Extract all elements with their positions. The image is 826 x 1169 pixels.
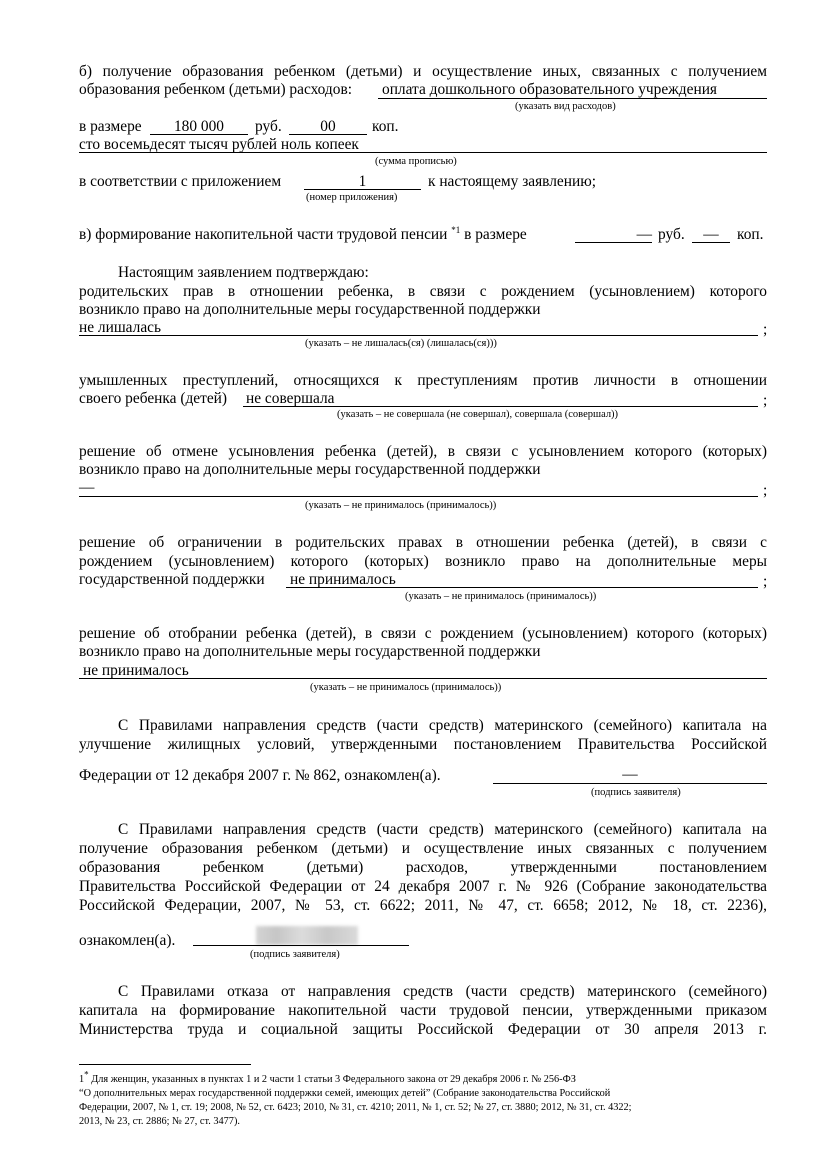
rules2-signature-hint: (подпись заявителя) (250, 949, 340, 960)
confirm-p3-line2: возникло право на дополнительные меры государственной поддержки (79, 461, 541, 478)
footnote-mark: 1 (79, 1074, 85, 1085)
rules2-line5: Российской Федерации, 2007, № 53, ст. 6622; 2011, № 47, ст. 6658; 2012, № 18, ст. 2236), (79, 897, 767, 914)
expense-type-value: оплата дошкольного образовательного учреждения (382, 81, 718, 98)
confirm-p5-hint: (указать – не принималось (принималось)) (310, 682, 502, 693)
amount-rub-underline (150, 134, 248, 135)
section-v-line (79, 226, 527, 244)
confirm-p5-line2: возникло право на дополнительные меры государственной поддержки (79, 643, 541, 660)
section-b-line1: б) получение образования ребенком (детьми) и осуществление иных, связанных с получением (79, 63, 767, 80)
confirm-p4-line1: решение об ограничении в родительских правах в отношении ребенка (детей), в связи с (79, 534, 767, 551)
confirm-p1-line2: возникло право на дополнительные меры государственной поддержки (79, 301, 541, 318)
section-v-prefix: в) формирование накопительной части трудовой пенсии (79, 226, 448, 243)
section-b-line2-prefix: образования ребенком (детьми) расходов: (79, 81, 353, 98)
section-v-kop-underline (692, 242, 730, 243)
footnote-line1 (79, 1069, 576, 1086)
kop-label: коп. (372, 118, 399, 135)
annex-suffix: к настоящему заявлению; (428, 173, 597, 190)
confirm-p5-line1: решение об отобрании ребенка (детей), в связи с рождением (усыновлением) которого (которых) (79, 625, 767, 642)
confirm-p1-line1: родительских прав в отношении ребенка, в связи с рождением (усыновлением) которого (79, 283, 767, 300)
confirm-p3-semicolon: ; (763, 482, 768, 499)
confirm-p1-hint: (указать – не лишалась(ся) (лишалась(ся))) (305, 338, 497, 349)
annex-prefix: в соответствии с приложением (79, 173, 282, 190)
section-v-footnote-mark: *1 (451, 224, 461, 235)
confirm-p5-value: не принималось (83, 662, 189, 679)
amount-words-value: сто восемьдесят тысяч рублей ноль копеек (79, 136, 359, 153)
confirm-p2-hint: (указать – не совершала (не совершал), совершала (совершал)) (337, 409, 619, 420)
confirm-p2-line1: умышленных преступлений, относящихся к преступлениям против личности в отношении (79, 372, 767, 389)
expense-type-underline (378, 98, 767, 99)
confirm-p4-line3: государственной поддержки (79, 571, 265, 588)
footnote-line3: Федерации, 2007, № 1, ст. 19; 2008, № 52, ст. 6423; 2010, № 31, ст. 4210; 2011, № 1, ст. 52; № 27, ст. 3880; 2012, № 31, ст. 4322; (79, 1102, 632, 1113)
rules3-line3: Министерства труда и социальной защиты Российской Федерации от 30 апреля 2013 г. (79, 1021, 767, 1038)
footnote-sup: * (84, 1069, 89, 1080)
rules2-line2: получение образования ребенком (детьми) и осуществление иных связанных с получением (79, 840, 767, 857)
annex-number-value: 1 (358, 173, 367, 190)
rules3-line1: С Правилами отказа от направления средств (части средств) материнского (семейного) (118, 983, 767, 1000)
section-v-rub-value: — (636, 226, 652, 243)
confirm-p4-underline (286, 587, 758, 588)
rules3-line2: капитала на формирование накопительной части трудовой пенсии, утвержденными приказом (79, 1002, 767, 1019)
confirm-p2-underline (243, 406, 758, 407)
amount-kop-value: 00 (320, 118, 336, 135)
confirm-p4-line2: рождением (усыновлением) которого (которых) возникло право на дополнительные меры (79, 553, 767, 570)
annex-number-hint: (номер приложения) (306, 192, 398, 203)
rules2-line4: Правительства Российской Федерации от 24 декабря 2007 г. № 926 (Собрание законодательства (79, 878, 767, 895)
expense-type-hint: (указать вид расходов) (515, 101, 616, 112)
rules2-signature-underline (193, 945, 409, 946)
rules2-ack: ознакомлен(а). (79, 932, 176, 949)
amount-prefix: в размере (79, 118, 142, 135)
confirm-p5-underline (79, 678, 767, 679)
confirm-p2-value: не совершала (246, 390, 335, 407)
rules1-line1: С Правилами направления средств (части средств) материнского (семейного) капитала на (118, 717, 767, 734)
confirm-p1-value: не лишалась (79, 319, 162, 336)
confirm-p4-semicolon: ; (763, 573, 768, 590)
confirm-p4-hint: (указать – не принималось (принималось)) (405, 591, 597, 602)
rules2-line1: С Правилами направления средств (части средств) материнского (семейного) капитала на (118, 821, 767, 838)
amount-rub-value: 180 000 (173, 118, 225, 135)
rules1-signature-hint: (подпись заявителя) (591, 787, 681, 798)
confirm-p1-underline (79, 335, 758, 336)
confirm-intro: Настоящим заявлением подтверждаю: (118, 264, 369, 281)
section-v-kop-value: — (703, 226, 719, 243)
rules1-line2: улучшение жилищных условий, утвержденными постановлением Правительства Российской (79, 736, 767, 753)
amount-words-hint: (сумма прописью) (375, 156, 457, 167)
rules1-signature-underline (493, 783, 767, 784)
section-v-rub-label: руб. (658, 226, 685, 243)
section-v-rub-underline (575, 242, 652, 243)
section-v-size-label: в размере (464, 226, 527, 243)
rub-label: руб. (255, 118, 282, 135)
confirm-p2-line2: своего ребенка (детей) (79, 390, 228, 407)
footnote-separator (79, 1064, 251, 1065)
footnote-line4: 2013, № 23, ст. 2886; № 27, ст. 3477). (79, 1116, 240, 1127)
amount-words-underline (79, 152, 767, 153)
confirm-p2-semicolon: ; (763, 392, 768, 409)
confirm-p3-value: — (79, 479, 95, 496)
confirm-p1-semicolon: ; (763, 321, 768, 338)
redacted-signature (256, 926, 358, 945)
confirm-p4-value: не принималось (290, 571, 396, 588)
rules1-signature-value: — (622, 766, 638, 783)
section-v-kop-label: коп. (737, 226, 764, 243)
confirm-p3-line1: решение об отмене усыновления ребенка (детей), в связи с усыновлением которого (которых) (79, 443, 767, 460)
amount-kop-underline (289, 134, 367, 135)
rules2-line3: образования ребенком (детьми) расходов, утвержденными постановлением (79, 859, 767, 876)
confirm-p3-underline (79, 496, 758, 497)
footnote-line2: “О дополнительных мерах государственной поддержки семей, имеющих детей” (Собрание законодательства Российской (79, 1088, 611, 1099)
footnote-line1-text: Для женщин, указанных в пунктах 1 и 2 части 1 статьи 3 Федерального закона от 29 декабря 2006 г. № 256-ФЗ (91, 1074, 576, 1085)
confirm-p3-hint: (указать – не принималось (принималось)) (305, 500, 497, 511)
annex-number-underline (304, 189, 421, 190)
rules1-line3: Федерации от 12 декабря 2007 г. № 862, ознакомлен(а). (79, 767, 441, 784)
